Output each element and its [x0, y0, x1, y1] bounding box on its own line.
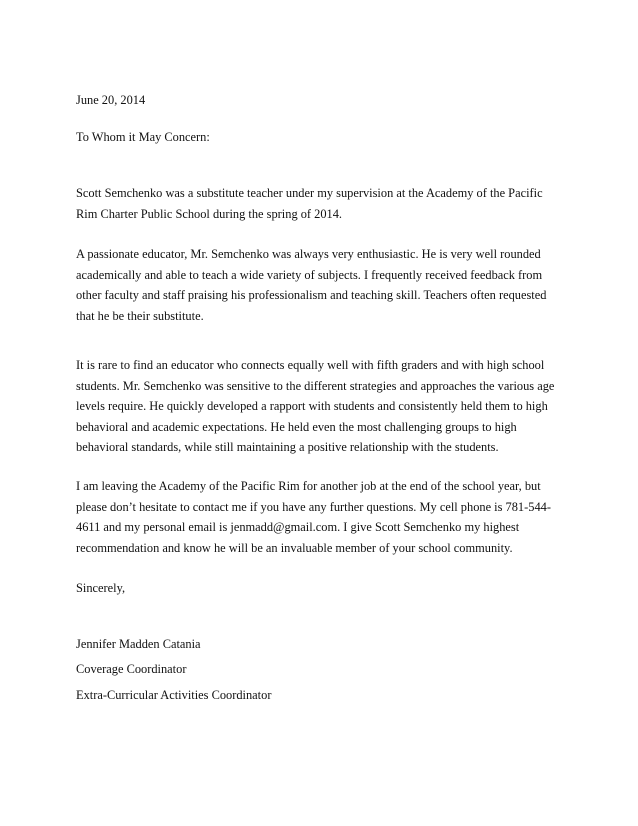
paragraph-2 [76, 244, 568, 326]
letter-salutation: To Whom it May Concern: [76, 130, 210, 144]
paragraph-line: recommendation and know he will be an invaluable member of your school community. [76, 540, 513, 555]
paragraph-line: Scott Semchenko was a substitute teacher under my supervision at the Academy of the Pacific [76, 186, 543, 200]
paragraph-line: I am leaving the Academy of the Pacific Rim for another job at the end of the school year, but [76, 479, 541, 493]
letter-closing: Sincerely, [76, 581, 126, 595]
signature-title-2: Extra-Curricular Activities Coordinator [76, 688, 272, 702]
paragraph-line: that he be their substitute. [76, 308, 204, 323]
signature-name: Jennifer Madden Catania [76, 637, 201, 651]
paragraph-line: students. Mr. Semchenko was sensitive to the different strategies and approaches the various age [76, 378, 555, 393]
signature-title-1: Coverage Coordinator [76, 662, 187, 676]
paragraph-line: behavioral standards, while still maintaining a positive relationship with the students. [76, 440, 499, 454]
paragraph-line: Rim Charter Public School during the spring of 2014. [76, 206, 343, 221]
paragraph-line: other faculty and staff praising his professionalism and teaching skill. Teachers often requested [76, 288, 547, 302]
paragraph-line: behavioral and academic expectations. He held even the most challenging groups to high [76, 419, 517, 434]
paragraph-4 [76, 476, 568, 558]
paragraph-line: It is rare to find an educator who connects equally well with fifth graders and with high school [76, 358, 545, 372]
paragraph-line: please don’t hesitate to contact me if you have any further questions. My cell phone is 781-544- [76, 499, 551, 514]
paragraph-line: A passionate educator, Mr. Semchenko was always very enthusiastic. He is very well rounded [76, 247, 541, 261]
paragraph-1 [76, 183, 568, 224]
letter-date: June 20, 2014 [76, 93, 146, 107]
paragraph-line: academically and able to teach a wide variety of subjects. I frequently received feedback from [76, 267, 543, 282]
paragraph-line: 4611 and my personal email is jenmadd@gmail.com. I give Scott Semchenko my highest [76, 520, 520, 534]
paragraph-line: levels require. He quickly developed a rapport with students and consistently held them to high [76, 399, 548, 413]
paragraph-3 [76, 355, 568, 458]
